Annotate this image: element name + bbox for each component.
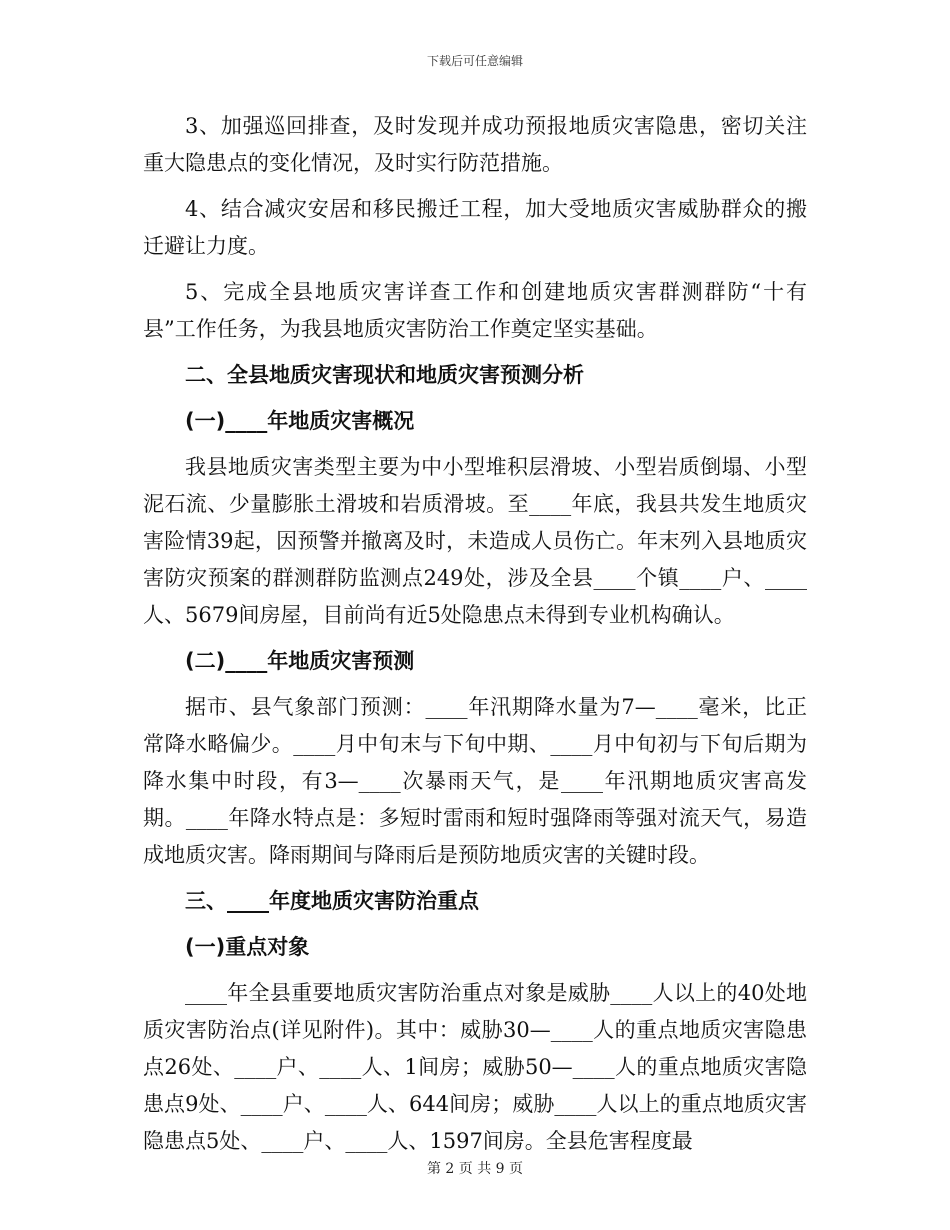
page-header-note: 下载后可任意编辑 bbox=[426, 54, 523, 68]
section-heading-2: 二、全县地质灾害现状和地质灾害预测分析 bbox=[185, 363, 584, 387]
subsection-heading-overview: (一)____年地质灾害概况 bbox=[185, 409, 415, 433]
subsection-heading-key-objects: (一)重点对象 bbox=[185, 935, 310, 959]
paragraph-item-4: 4、结合减灾安居和移民搬迁工程，加大受地质灾害威胁群众的搬迁避让力度。 bbox=[143, 197, 807, 258]
subsection-heading-forecast: (二)____年地质灾害预测 bbox=[185, 649, 415, 673]
section-heading-3: 三、____年度地质灾害防治重点 bbox=[185, 889, 479, 913]
document-body bbox=[143, 108, 807, 1160]
paragraph-forecast: 据市、县气象部门预测：____年汛期降水量为7—____毫米，比正常降水略偏少。____月中旬末与下旬中期、____月中旬初与下旬后期为降水集中时段，有3—____次暴雨天气，是____年汛期地质灾害高发期。____年降水特点是：多短时雷雨和短时强降雨等强对流天气，易造成地质灾害。降雨期间与降雨后是预防地质灾害的关键时段。 bbox=[143, 695, 807, 867]
paragraph-key-objects: ____年全县重要地质灾害防治重点对象是威胁____人以上的40处地质灾害防治点(详见附件)。其中：威胁30—____人的重点地质灾害隐患点26处、____户、____人、1间房；威胁50—____人的重点地质灾害隐患点9处、____户、____人、644间房；威胁____人以上的重点地质灾害隐患点5处、____户、____人、1597间房。全县危害程度最 bbox=[143, 981, 807, 1153]
paragraph-overview: 我县地质灾害类型主要为中小型堆积层滑坡、小型岩质倒塌、小型泥石流、少量膨胀土滑坡和岩质滑坡。至____年底，我县共发生地质灾害险情39起，因预警并撤离及时，未造成人员伤亡。年末列入县地质灾害防灾预案的群测群防监测点249处，涉及全县____个镇____户、____人、5679间房屋，目前尚有近5处隐患点未得到专业机构确认。 bbox=[143, 455, 807, 627]
paragraph-item-5: 5、完成全县地质灾害详查工作和创建地质灾害群测群防“十有县”工作任务，为我县地质灾害防治工作奠定坚实基础。 bbox=[143, 280, 807, 341]
page-number: 第 2 页 共 9 页 bbox=[426, 1161, 524, 1177]
paragraph-item-3: 3、加强巡回排查，及时发现并成功预报地质灾害隐患，密切关注重大隐患点的变化情况，及时实行防范措施。 bbox=[143, 114, 807, 175]
